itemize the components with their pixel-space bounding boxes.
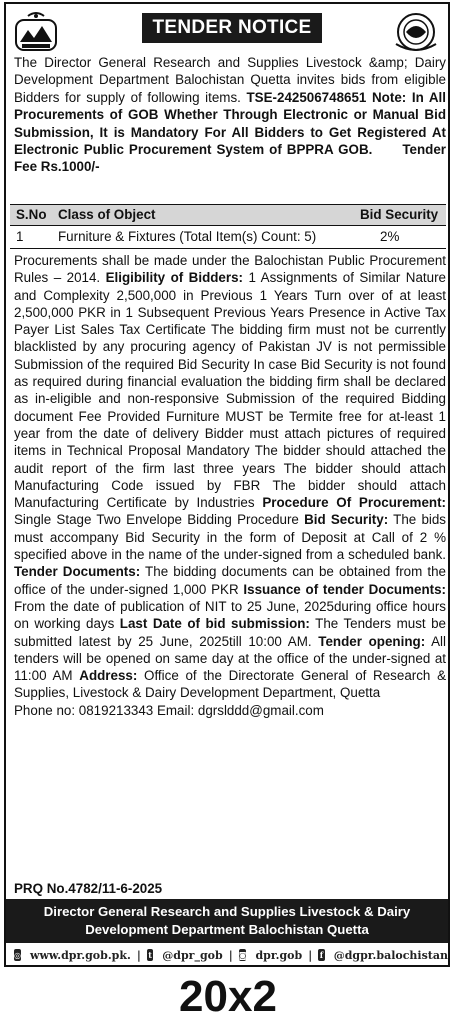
eligibility-label: Eligibility of Bidders: bbox=[105, 270, 244, 286]
footer-banner bbox=[6, 899, 448, 943]
mandatory-note: Note: In All Procurements of GOB Whether Through Electronic or Manual Bid Submission, It is Mandatory For All Bidders to Get Registered At Electronic Public Procurement System of BPPRA GOB. bbox=[14, 89, 447, 158]
tender-opening-text: All tenders will be opened on same day at the office of the under-signed at 11:00 AM bbox=[14, 633, 446, 684]
twitter-link[interactable]: @dpr_gob bbox=[162, 948, 223, 962]
procedure-label: Procedure Of Procurement: bbox=[262, 495, 446, 511]
issuance-text: From the date of publication of NIT to 25 June, 2025during office hours on working days bbox=[14, 598, 446, 632]
instagram-icon: ◙ bbox=[238, 950, 247, 960]
address-label: Address: bbox=[79, 668, 138, 684]
bid-security-text: The bids must accompany Bid Security in the form of Deposit at Call of 2 % specified above in the name of the under-signed from a scheduled bank. bbox=[14, 512, 447, 563]
balochistan-govt-logo-icon bbox=[14, 10, 58, 54]
footer-line-1: Director General Research and Supplies Livestock & Dairy bbox=[43, 904, 411, 919]
ad-size-label: 20x2 bbox=[179, 972, 277, 1021]
prq-number: PRQ No.4782/11-6-2025 bbox=[14, 881, 163, 896]
address-text: Office of the Directorate General of Research & Supplies, Livestock & Dairy Development Department, Quetta bbox=[14, 668, 447, 701]
issuance-label: Issuance of tender Documents: bbox=[243, 581, 447, 597]
tender-body bbox=[14, 252, 446, 719]
table-header bbox=[10, 204, 446, 226]
globe-icon: ◎ bbox=[14, 950, 21, 960]
facebook-icon: f bbox=[319, 950, 324, 960]
procedure-text: Single Stage Two Envelope Bidding Procedure bbox=[14, 512, 305, 528]
table-row bbox=[10, 226, 446, 249]
intro-text: The Director General Research and Supplies Livestock &amp; Dairy Development Department Balochistan Quetta invites bids from eligible Bidders for supply of following items. bbox=[14, 55, 446, 105]
tender-documents-text: The bidding documents can be obtained from the office of the under-signed 1,000 PKR bbox=[14, 564, 447, 597]
footer-line-2: Development Department Balochistan Quetta bbox=[85, 922, 369, 937]
separator: | bbox=[308, 948, 313, 962]
page-title: TENDER NOTICE bbox=[142, 13, 322, 43]
social-links bbox=[6, 944, 448, 966]
row-sno: 1 bbox=[16, 229, 24, 244]
items-table bbox=[10, 204, 446, 249]
eligibility-text: 1 Assignments of Similar Nature and Complexity 2,500,000 in Previous 1 Years Turn over of at least 2,500,000 PKR in 1 Subsequent Previous Years Presence in Active Tax Payer List Sales Tax Certificate The bidding firm must not be currently blacklisted by any procuring agency of Pakistan JV is not permissible Submission of the required Bid Security In case Bid Security is not found as required during financial evaluation the bidding firm shall be declared as in-eligible and non-responsive Submission of the required Bidding document Fee Provided Furniture MUST be Termite free for at-least 1 year from the date of delivery Bidder must attach pictures of required items in Technical Proposal Mandatory The bidder should attached the audit report of the firm last three years The bidder should attach Manufacturing Code issued by FBR The bidder should attach Manufacturing Certificate by Industries bbox=[14, 270, 446, 511]
last-date-label: Last Date of bid submission: bbox=[119, 616, 310, 632]
col-object-header: Class of Object bbox=[58, 207, 156, 222]
row-security: 2% bbox=[380, 229, 400, 244]
twitter-icon: t bbox=[148, 950, 152, 960]
facebook-link[interactable]: @dgpr.balochistan bbox=[333, 948, 448, 962]
bid-security-label: Bid Security: bbox=[304, 512, 389, 528]
tse-number: TSE-242506748651 bbox=[246, 89, 367, 105]
contact-info: Phone no: 0819213343 Email: dgrslddd@gmail.com bbox=[14, 702, 324, 718]
separator: | bbox=[228, 948, 233, 962]
rules-text: Procurements shall be made under the Balochistan Public Procurement Rules – 2014. bbox=[14, 253, 446, 286]
last-date-text: The Tenders must be submitted latest by 25 June, 2025till 10:00 AM. bbox=[14, 616, 447, 649]
col-sno-header: S.No bbox=[16, 207, 47, 222]
tender-notice-frame bbox=[4, 2, 450, 967]
department-emblem-icon bbox=[392, 10, 440, 54]
tender-fee: Tender Fee Rs.1000/- bbox=[14, 142, 446, 175]
header bbox=[6, 4, 448, 56]
tender-opening-label: Tender opening: bbox=[318, 633, 426, 649]
tender-documents-label: Tender Documents: bbox=[14, 564, 141, 580]
col-security-header: Bid Security bbox=[360, 207, 439, 222]
instagram-link[interactable]: dpr.gob bbox=[255, 948, 303, 962]
separator: | bbox=[136, 948, 141, 962]
website-link[interactable]: www.dpr.gob.pk. bbox=[29, 948, 131, 962]
intro-paragraph bbox=[14, 54, 446, 176]
row-object: Furniture & Fixtures (Total Item(s) Count: 5) bbox=[58, 229, 317, 244]
